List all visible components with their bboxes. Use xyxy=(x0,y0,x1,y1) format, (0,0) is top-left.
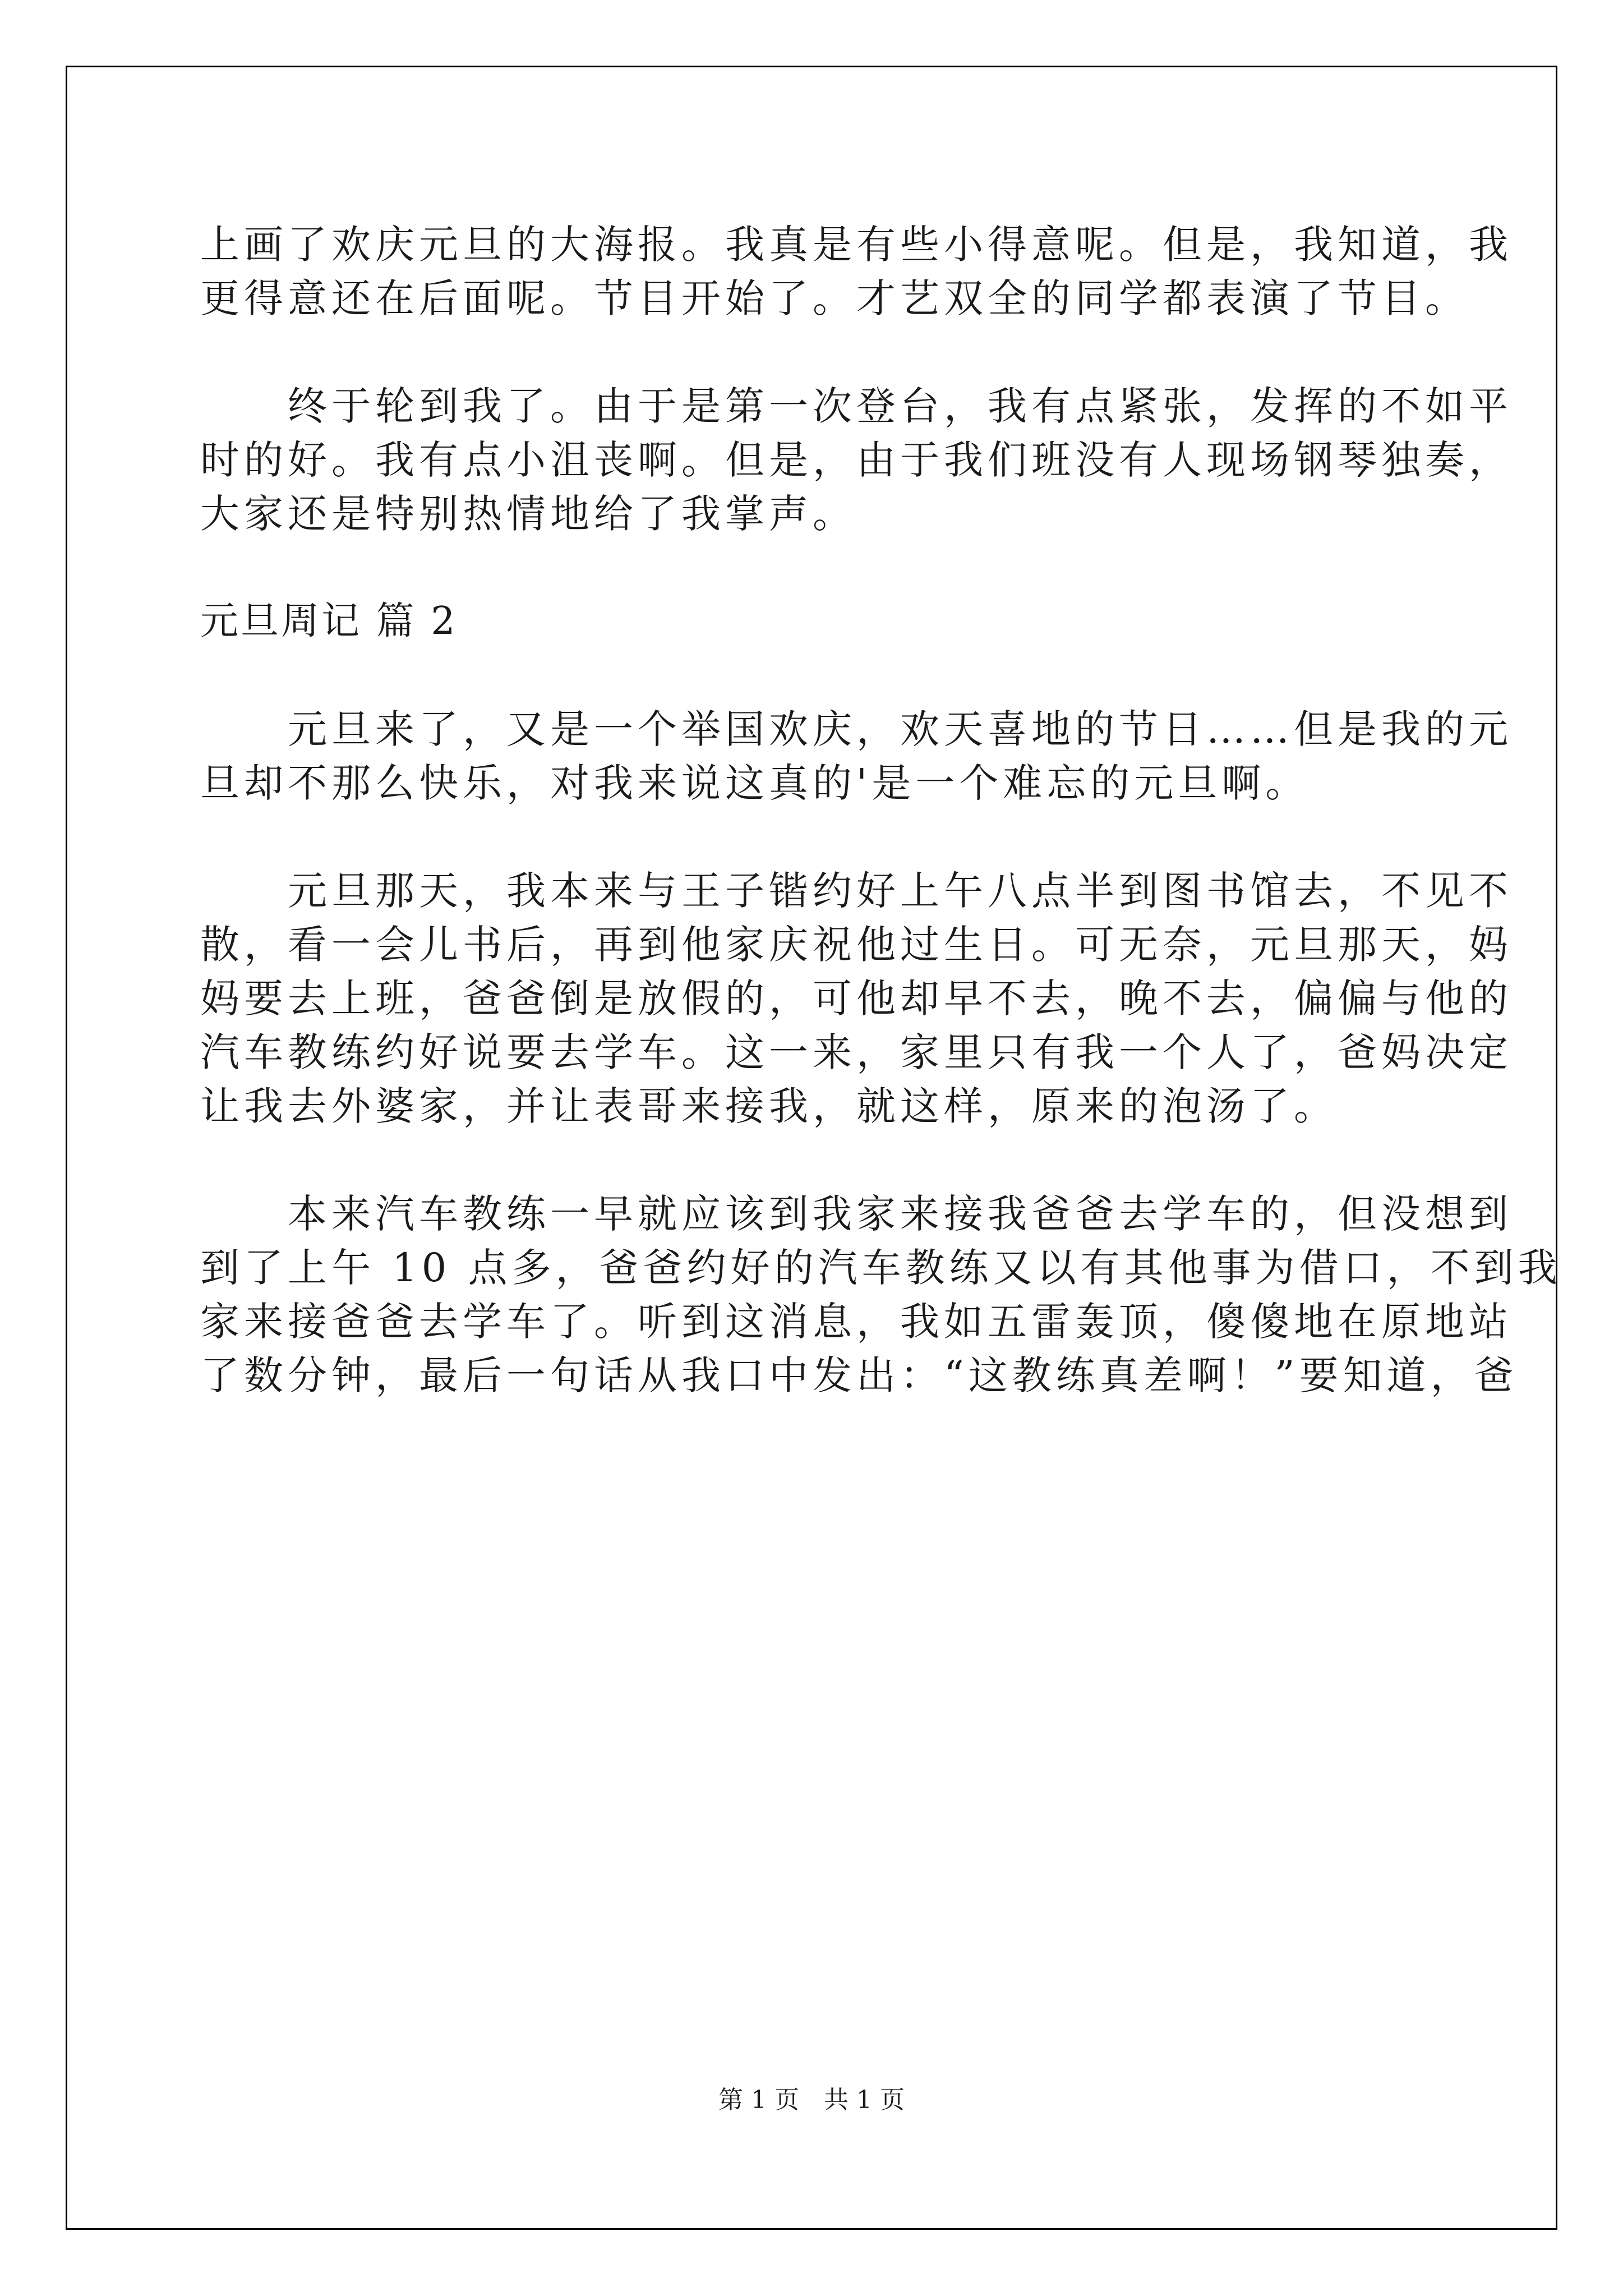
text-line: 时的好。我有点小沮丧啊。但是，由于我们班没有人现场钢琴独奏， xyxy=(200,437,1513,483)
paragraph-gap xyxy=(200,325,1417,379)
section-heading: 元旦周记 篇 2 xyxy=(200,599,458,643)
text-line: 到了上午 10 点多，爸爸约好的汽车教练又以有其他事为借口，不到我 xyxy=(200,1245,1562,1291)
text-line: 大家还是特别热情地给了我掌声。 xyxy=(200,491,856,537)
text-line: 家来接爸爸去学车了。听到这消息，我如五雷轰顶，傻傻地在原地站 xyxy=(200,1299,1513,1345)
text-line: 散，看一会儿书后，再到他家庆祝他过生日。可无奈，元旦那天，妈 xyxy=(200,922,1513,968)
text-line: 让我去外婆家，并让表哥来接我，就这样，原来的泡汤了。 xyxy=(200,1083,1338,1129)
text-line: 汽车教练约好说要去学车。这一来，家里只有我一个人了，爸妈决定 xyxy=(200,1029,1513,1075)
paragraph-gap xyxy=(200,648,1417,702)
text-line: 妈要去上班，爸爸倒是放假的，可他却早不去，晚不去，偏偏与他的 xyxy=(200,976,1513,1022)
page-footer: 第 1 页 共 1 页 xyxy=(718,2086,905,2114)
text-line: 本来汽车教练一早就应该到我家来接我爸爸去学车的，但没想到 xyxy=(200,1191,1513,1237)
text-line: 元旦那天，我本来与王子锴约好上午八点半到图书馆去，不见不 xyxy=(200,868,1513,914)
text-line: 更得意还在后面呢。节目开始了。才艺双全的同学都表演了节目。 xyxy=(200,275,1469,321)
text-line: 了数分钟，最后一句话从我口中发出：“这教练真差啊！”要知道，爸 xyxy=(200,1352,1518,1398)
text-line: 上画了欢庆元旦的大海报。我真是有些小得意呢。但是，我知道，我 xyxy=(200,222,1513,268)
paragraph-gap xyxy=(200,1133,1417,1187)
text-line: 旦却不那么快乐，对我来说这真的'是一个难忘的元旦啊。 xyxy=(200,760,1310,806)
text-line: 终于轮到我了。由于是第一次登台，我有点紧张，发挥的不如平 xyxy=(200,383,1513,429)
text-line: 元旦来了，又是一个举国欢庆，欢天喜地的节日……但是我的元 xyxy=(200,706,1513,752)
document-body xyxy=(200,218,1562,1402)
paragraph-gap xyxy=(200,541,1417,595)
paragraph-gap xyxy=(200,810,1417,864)
